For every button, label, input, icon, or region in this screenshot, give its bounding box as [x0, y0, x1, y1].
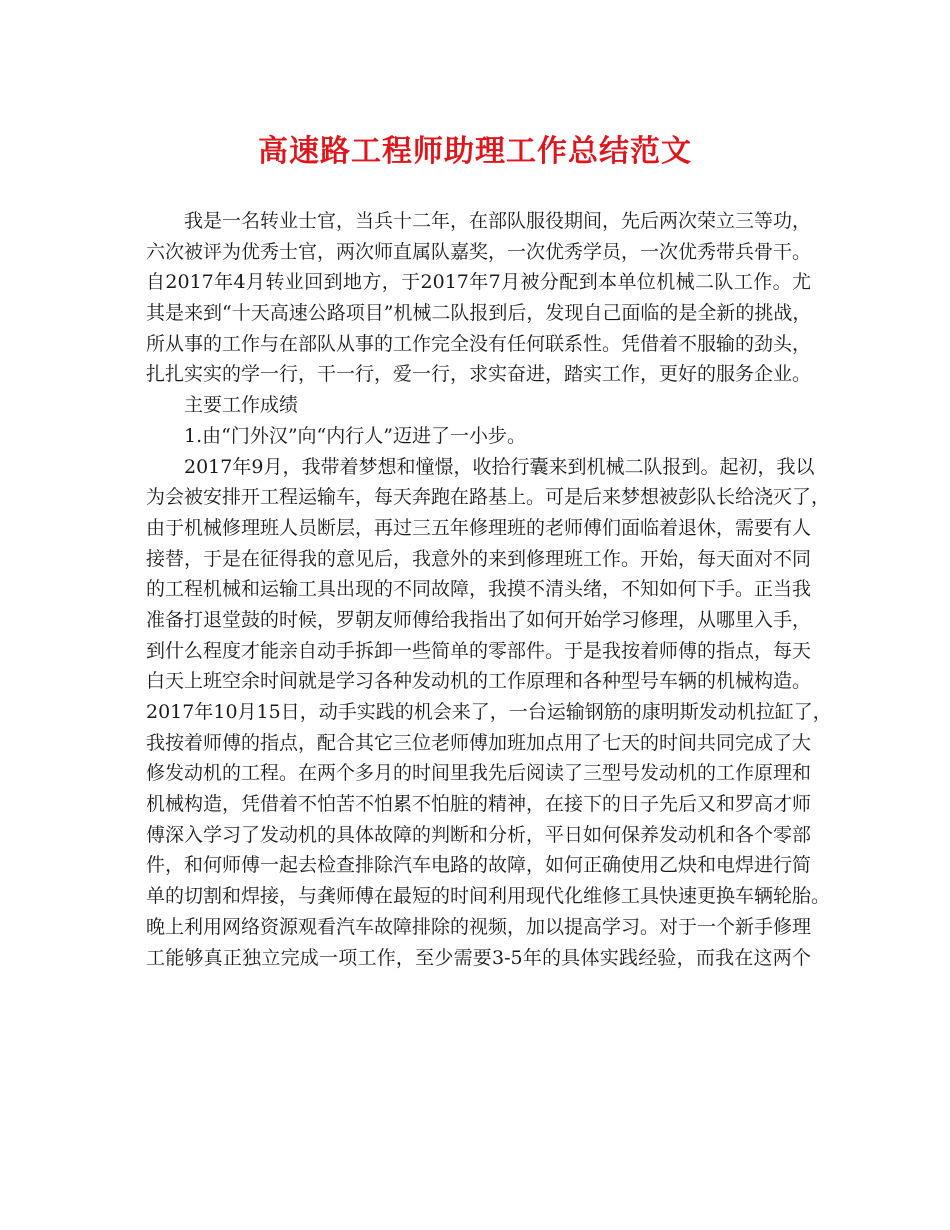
section-heading: 主要工作成绩: [184, 394, 299, 417]
paragraph-line: 的工程机械和运输工具出现的不同故障，我摸不清头绪，不知如何下手。正当我: [146, 578, 812, 601]
document-body: [146, 206, 832, 973]
paragraph-line: 扎扎实实的学一行，干一行，爱一行，求实奋进，踏实工作，更好的服务企业。: [146, 363, 812, 386]
paragraph-line: 件，和何师傅一起去检查排除汽车电路的故障，如何正确使用乙炔和电焊进行简: [146, 854, 812, 877]
paragraph-line: 为会被安排开工程运输车，每天奔跑在路基上。可是后来梦想被彭队长给浇灭了，: [146, 486, 831, 509]
paragraph-line: 晚上利用网络资源观看汽车故障排除的视频，加以提高学习。对于一个新手修理: [146, 915, 812, 938]
paragraph-line: 所从事的工作与在部队从事的工作完全没有任何联系性。凭借着不服输的劲头，: [146, 332, 812, 355]
paragraph-line: 我是一名转业士官，当兵十二年，在部队服役期间，先后两次荣立三等功，: [184, 210, 812, 232]
paragraph-line: 自2017年4月转业回到地方，于2017年7月被分配到本单位机械二队工作。尤: [146, 271, 811, 294]
numbered-heading: 1.由“门外汉”向“内行人”迈进了一小步。: [184, 424, 526, 447]
paragraph-line: 工能够真正独立完成一项工作，至少需要3-5年的具体实践经验，而我在这两个: [146, 946, 811, 969]
paragraph-line: 接替，于是在征得我的意见后，我意外的来到修理班工作。开始，每天面对不同: [146, 547, 812, 570]
paragraph-line: 修发动机的工程。在两个多月的时间里我先后阅读了三型号发动机的工作原理和: [146, 762, 812, 785]
paragraph-line: 六次被评为优秀士官，两次师直属队嘉奖，一次优秀学员，一次优秀带兵骨干。: [146, 240, 812, 263]
document-title: 高速路工程师助理工作总结范文: [258, 134, 692, 169]
paragraph-line: 白天上班空余时间就是学习各种发动机的工作原理和各种型号车辆的机械构造。: [146, 670, 812, 693]
paragraph-line: 傅深入学习了发动机的具体故障的判断和分析，平日如何保养发动机和各个零部: [146, 823, 812, 846]
paragraph-line: 到什么程度才能亲自动手拆卸一些简单的零部件。于是我按着师傅的指点，每天: [146, 639, 812, 662]
paragraph-line: 2017年9月，我带着梦想和憧憬，收拾行囊来到机械二队报到。起初，我以: [184, 455, 815, 478]
paragraph-line: 准备打退堂鼓的时候，罗朝友师傅给我指出了如何开始学习修理，从哪里入手，: [146, 608, 812, 631]
paragraph-line: 由于机械修理班人员断层，再过三五年修理班的老师傅们面临着退休，需要有人: [146, 516, 812, 539]
paragraph-line: 机械构造，凭借着不怕苦不怕累不怕脏的精神，在接下的日子先后又和罗高才师: [146, 793, 812, 816]
paragraph-line: 我按着师傅的指点，配合其它三位老师傅加班加点用了七天的时间共同完成了大: [146, 731, 812, 754]
paragraph-line: 其是来到“十天高速公路项目”机械二队报到后，发现自己面临的是全新的挑战，: [146, 302, 812, 325]
paragraph-line: 2017年10月15日，动手实践的机会来了，一台运输钢筋的康明斯发动机拉缸了，: [146, 701, 832, 723]
paragraph-line: 单的切割和焊接，与龚师傅在最短的时间利用现代化维修工具快速更换车辆轮胎。: [146, 885, 831, 908]
